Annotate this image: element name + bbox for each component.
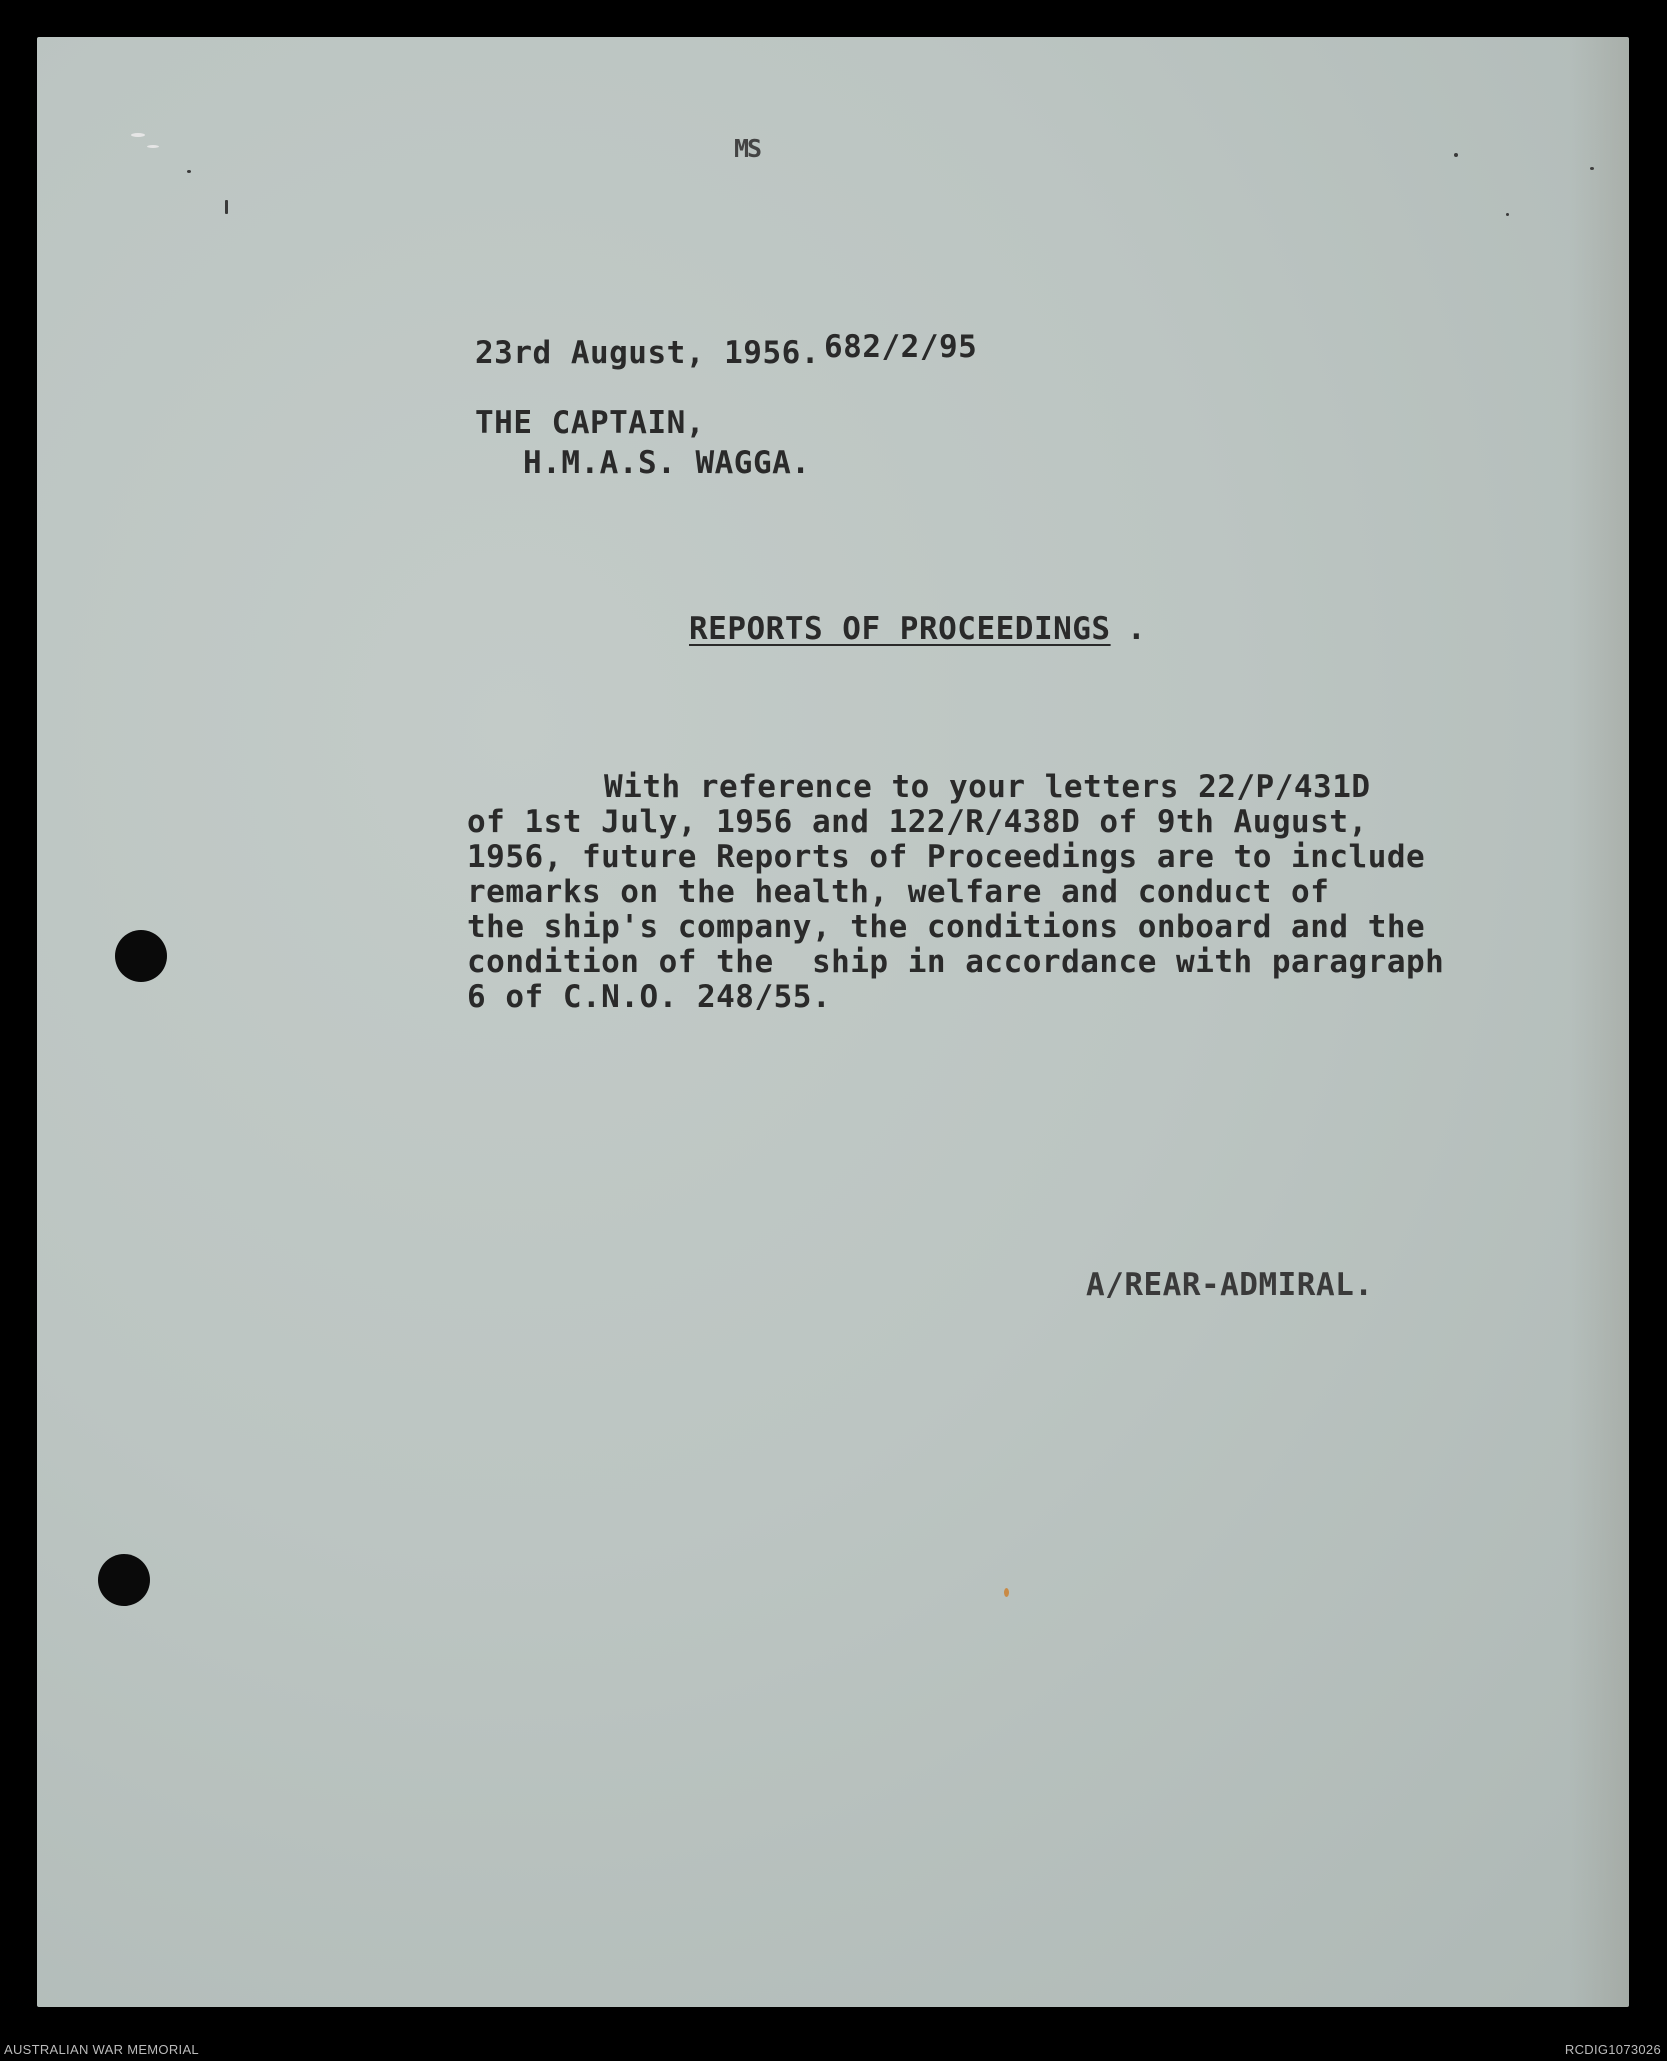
- body-line: With reference to your letters 22/P/431D: [604, 769, 1371, 805]
- body-line: condition of the ship in accordance with paragraph: [467, 944, 1445, 980]
- paper-mark: [1590, 167, 1594, 170]
- letter-date: 23rd August, 1956.: [475, 335, 820, 371]
- archive-identifier: RCDIG1073026: [1564, 2042, 1661, 2057]
- initials-mark: MS: [734, 134, 761, 163]
- archive-credit: AUSTRALIAN WAR MEMORIAL: [4, 2042, 199, 2057]
- punch-hole-upper: [115, 930, 167, 982]
- paper-mark: [1454, 153, 1458, 157]
- body-line: 1956, future Reports of Proceedings are to include: [467, 839, 1426, 875]
- subject-heading-period: .: [1127, 611, 1147, 647]
- body-line: the ship's company, the conditions onboard and the: [467, 909, 1426, 945]
- paper-mark: [225, 200, 228, 214]
- body-line: of 1st July, 1956 and 122/R/438D of 9th August,: [467, 804, 1368, 840]
- paper-mark: [131, 133, 145, 137]
- subject-heading: REPORTS OF PROCEEDINGS: [689, 611, 1111, 647]
- paper-mark: [1004, 1588, 1009, 1597]
- addressee-ship: H.M.A.S. WAGGA.: [523, 445, 811, 481]
- paper-mark: [187, 170, 191, 173]
- body-line: 6 of C.N.O. 248/55.: [467, 979, 832, 1015]
- paper-mark: [1506, 213, 1509, 216]
- punch-hole-lower: [98, 1554, 150, 1606]
- signature-title: A/REAR-ADMIRAL.: [1086, 1267, 1374, 1303]
- document-page: [37, 37, 1629, 2007]
- paper-mark: [147, 145, 159, 148]
- body-line: remarks on the health, welfare and conduct of: [467, 874, 1330, 910]
- addressee-title: THE CAPTAIN,: [475, 405, 705, 441]
- reference-number: 682/2/95: [824, 329, 978, 365]
